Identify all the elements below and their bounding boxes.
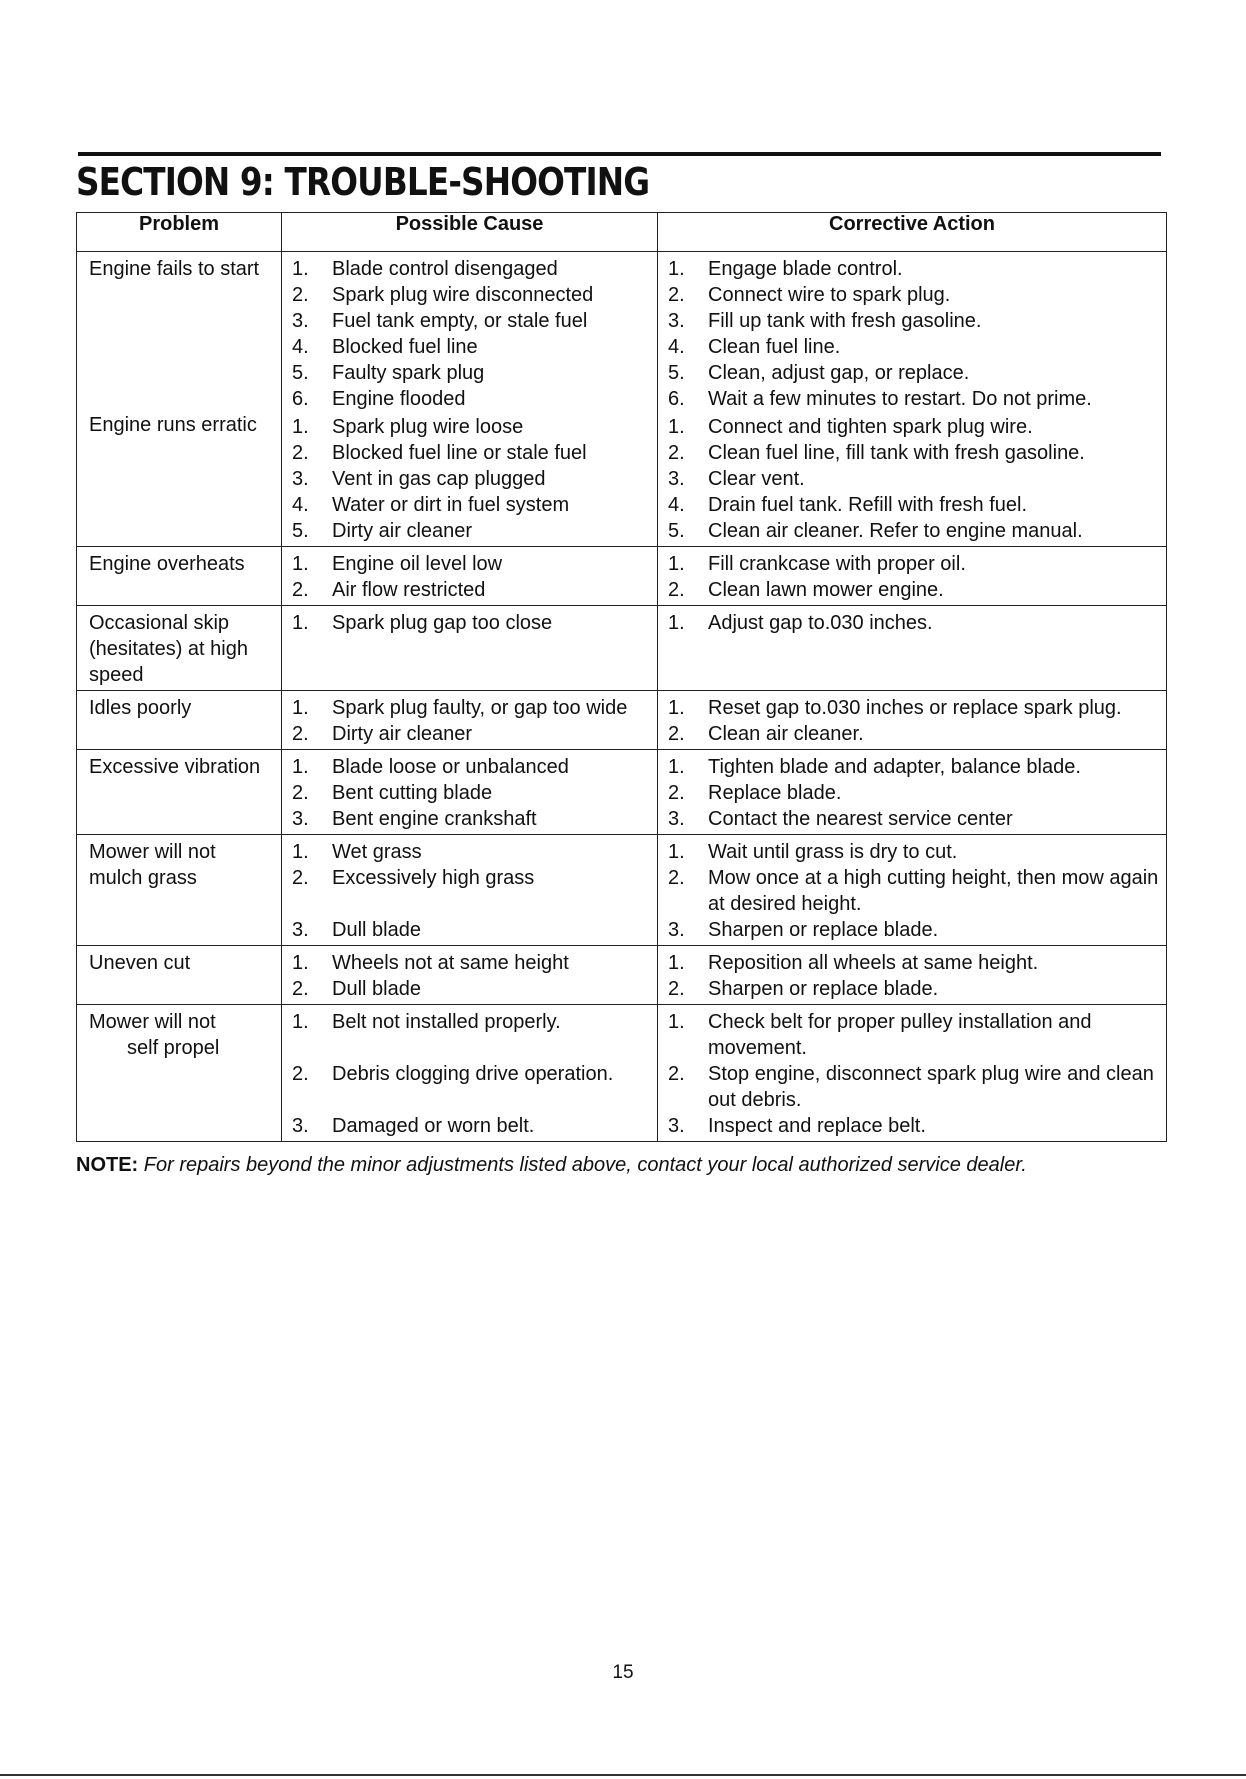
list-item <box>658 806 1166 832</box>
item-number: 2. <box>292 978 309 1000</box>
problem-text: Mower will not <box>89 841 216 863</box>
cause-text: Engine oil level low <box>332 553 503 575</box>
item-number: 1. <box>668 416 685 438</box>
cause-text: Dirty air cleaner <box>332 723 473 745</box>
item-number: 2. <box>292 782 309 804</box>
item-number: 3. <box>292 919 309 941</box>
item-number: 4. <box>668 336 685 358</box>
table-header-row <box>77 213 1167 252</box>
list-item <box>658 577 1166 603</box>
action-text: Reset gap to.030 inches or replace spark plug. <box>708 697 1122 719</box>
cause-text: Blade control disengaged <box>332 258 558 280</box>
item-number: 2. <box>668 579 685 601</box>
action-text: Engage blade control. <box>708 258 903 280</box>
item-number: 3. <box>292 1115 309 1137</box>
section-title: SECTION 9: TROUBLE-SHOOTING <box>76 160 650 204</box>
action-text: Sharpen or replace blade. <box>708 978 939 1000</box>
action-text: Tighten blade and adapter, balance blade. <box>708 756 1081 778</box>
top-rule <box>78 152 1161 156</box>
list-item <box>658 610 1166 636</box>
list-item <box>282 360 657 386</box>
problem-text: Uneven cut <box>89 952 191 974</box>
problem-spacer <box>89 282 275 412</box>
cause-list <box>282 256 657 544</box>
cause-text: Fuel tank empty, or stale fuel <box>332 310 588 332</box>
item-number: 2. <box>292 284 309 306</box>
item-number: 3. <box>292 468 309 490</box>
list-item <box>282 518 657 544</box>
item-number: 1. <box>668 756 685 778</box>
cause-list <box>282 610 657 636</box>
problem-text: mulch grass <box>89 867 197 889</box>
action-text: Wait until grass is dry to cut. <box>708 841 958 863</box>
item-number: 4. <box>668 494 685 516</box>
item-number: 1. <box>668 697 685 719</box>
action-text: Sharpen or replace blade. <box>708 919 939 941</box>
note-text: For repairs beyond the minor adjustments listed above, contact your local authorized service dealer. <box>143 1154 1027 1176</box>
list-item <box>658 865 1166 917</box>
problem-cell <box>77 691 282 750</box>
item-number: 2. <box>668 284 685 306</box>
troubleshooting-table <box>76 212 1167 1142</box>
list-item <box>282 386 657 412</box>
problem-text: speed <box>89 664 144 686</box>
item-number: 5. <box>292 362 309 384</box>
item-number: 2. <box>292 1063 309 1085</box>
item-number: 3. <box>668 1115 685 1137</box>
action-text: Wait a few minutes to restart. Do not prime. <box>708 388 1092 410</box>
item-number: 3. <box>668 808 685 830</box>
cause-text: Dull blade <box>332 919 421 941</box>
table-row <box>77 691 1167 750</box>
action-text: Fill up tank with fresh gasoline. <box>708 310 982 332</box>
list-item <box>282 334 657 360</box>
action-list <box>658 839 1166 943</box>
list-item <box>658 466 1166 492</box>
column-header-corrective-action: Corrective Action <box>658 213 1167 252</box>
cause-list <box>282 839 657 943</box>
list-item <box>282 1009 657 1035</box>
action-text: Replace blade. <box>708 782 842 804</box>
action-text: Clear vent. <box>708 468 805 490</box>
action-text: Reposition all wheels at same height. <box>708 952 1039 974</box>
table-row <box>77 547 1167 606</box>
item-number: 5. <box>668 362 685 384</box>
item-number: 3. <box>292 808 309 830</box>
list-item <box>282 754 657 780</box>
cause-text: Bent cutting blade <box>332 782 493 804</box>
list-item <box>282 1061 657 1087</box>
list-item <box>658 1009 1166 1061</box>
cause-text: Debris clogging drive operation. <box>332 1063 614 1085</box>
problem-text: Engine overheats <box>89 553 245 575</box>
cause-text: Engine flooded <box>332 388 466 410</box>
item-number: 1. <box>668 952 685 974</box>
list-item <box>658 1113 1166 1139</box>
action-cell <box>658 835 1167 946</box>
item-number: 3. <box>668 919 685 941</box>
item-number: 2. <box>668 782 685 804</box>
cause-text: Bent engine crankshaft <box>332 808 537 830</box>
action-cell <box>658 691 1167 750</box>
action-list <box>658 950 1166 1002</box>
list-item <box>282 806 657 832</box>
item-number: 1. <box>668 1011 685 1033</box>
item-number: 1. <box>292 756 309 778</box>
note-label: NOTE: <box>76 1154 139 1176</box>
problem-cell <box>77 252 282 547</box>
item-number: 3. <box>292 310 309 332</box>
column-header-possible-cause: Possible Cause <box>282 213 658 252</box>
note <box>76 1154 1027 1177</box>
table-row <box>77 750 1167 835</box>
action-list <box>658 610 1166 636</box>
list-item <box>658 518 1166 544</box>
list-item <box>282 466 657 492</box>
action-cell <box>658 606 1167 691</box>
list-item <box>658 334 1166 360</box>
action-text: Clean air cleaner. Refer to engine manual. <box>708 520 1083 542</box>
list-item <box>658 492 1166 518</box>
cause-cell <box>282 750 658 835</box>
list-item <box>658 1061 1166 1113</box>
item-number: 5. <box>292 520 309 542</box>
item-number: 1. <box>292 697 309 719</box>
item-number: 1. <box>292 952 309 974</box>
problem-text: Excessive vibration <box>89 756 261 778</box>
item-number: 1. <box>292 841 309 863</box>
problem-text: Idles poorly <box>89 697 192 719</box>
table-row <box>77 1005 1167 1142</box>
list-item <box>282 1113 657 1139</box>
list-item <box>282 610 657 636</box>
problem-cell <box>77 946 282 1005</box>
table-row <box>77 606 1167 691</box>
table-row <box>77 835 1167 946</box>
cause-cell <box>282 547 658 606</box>
problem-cell <box>77 547 282 606</box>
problem-cell <box>77 750 282 835</box>
cause-text: Blocked fuel line <box>332 336 478 358</box>
action-cell <box>658 946 1167 1005</box>
action-text: Clean fuel line, fill tank with fresh gasoline. <box>708 442 1085 464</box>
problem-text: Mower will not <box>89 1011 216 1033</box>
action-text: Clean lawn mower engine. <box>708 579 944 601</box>
list-item <box>282 695 657 721</box>
list-item <box>282 256 657 282</box>
column-header-problem: Problem <box>77 213 282 252</box>
action-text: Connect wire to spark plug. <box>708 284 951 306</box>
item-number: 6. <box>668 388 685 410</box>
list-item <box>282 551 657 577</box>
cause-text: Wheels not at same height <box>332 952 569 974</box>
action-text: Clean, adjust gap, or replace. <box>708 362 970 384</box>
cause-text: Dirty air cleaner <box>332 520 473 542</box>
cause-text: Water or dirt in fuel system <box>332 494 570 516</box>
cause-cell <box>282 835 658 946</box>
item-number: 2. <box>292 442 309 464</box>
action-list <box>658 695 1166 747</box>
list-item <box>658 256 1166 282</box>
table-body <box>77 252 1167 1142</box>
list-item <box>658 414 1166 440</box>
item-number: 1. <box>292 1011 309 1033</box>
cause-list <box>282 950 657 1002</box>
cause-text: Vent in gas cap plugged <box>332 468 546 490</box>
cause-text: Excessively high grass <box>332 867 535 889</box>
action-cell <box>658 1005 1167 1142</box>
problem-text: (hesitates) at high <box>89 638 248 660</box>
list-item <box>658 282 1166 308</box>
item-number: 1. <box>292 612 309 634</box>
list-item <box>658 839 1166 865</box>
item-number: 2. <box>668 442 685 464</box>
item-number: 1. <box>668 258 685 280</box>
item-number: 4. <box>292 494 309 516</box>
cause-list <box>282 1009 657 1139</box>
cause-text: Damaged or worn belt. <box>332 1115 535 1137</box>
action-text: Inspect and replace belt. <box>708 1115 926 1137</box>
list-item <box>658 308 1166 334</box>
action-cell <box>658 750 1167 835</box>
cause-text: Spark plug wire loose <box>332 416 524 438</box>
item-number: 4. <box>292 336 309 358</box>
list-item <box>282 492 657 518</box>
item-number: 2. <box>668 867 685 889</box>
problem-text: Occasional skip <box>89 612 230 634</box>
cause-text: Blocked fuel line or stale fuel <box>332 442 587 464</box>
cause-cell <box>282 252 658 547</box>
action-cell <box>658 252 1167 547</box>
item-number: 2. <box>668 723 685 745</box>
item-number: 3. <box>668 310 685 332</box>
item-number: 2. <box>668 1063 685 1085</box>
action-text: Stop engine, disconnect spark plug wire and clean out debris. <box>708 1063 1154 1111</box>
list-item <box>282 282 657 308</box>
cause-text: Spark plug faulty, or gap too wide <box>332 697 628 719</box>
action-list <box>658 256 1166 544</box>
item-number: 1. <box>292 553 309 575</box>
item-number: 5. <box>668 520 685 542</box>
action-text: Clean fuel line. <box>708 336 841 358</box>
cause-text: Wet grass <box>332 841 422 863</box>
item-number: 1. <box>292 258 309 280</box>
cause-cell <box>282 946 658 1005</box>
item-number: 2. <box>292 579 309 601</box>
action-text: Connect and tighten spark plug wire. <box>708 416 1033 438</box>
cause-cell <box>282 1005 658 1142</box>
list-item <box>658 950 1166 976</box>
list-item <box>282 721 657 747</box>
cause-list <box>282 695 657 747</box>
list-item <box>658 695 1166 721</box>
list-item <box>282 865 657 891</box>
action-list <box>658 754 1166 832</box>
item-number: 1. <box>668 553 685 575</box>
item-number: 2. <box>292 867 309 889</box>
cause-cell <box>282 691 658 750</box>
problem-text: Engine runs erratic <box>89 414 257 436</box>
list-item <box>282 917 657 943</box>
list-item <box>658 754 1166 780</box>
problem-text: Engine fails to start <box>89 258 260 280</box>
action-cell <box>658 547 1167 606</box>
list-item <box>658 386 1166 412</box>
page-number: 15 <box>612 1662 634 1683</box>
cause-text: Blade loose or unbalanced <box>332 756 569 778</box>
item-number: 1. <box>668 841 685 863</box>
problem-cell <box>77 1005 282 1142</box>
item-number: 3. <box>668 468 685 490</box>
cause-text: Air flow restricted <box>332 579 486 601</box>
cause-list <box>282 551 657 603</box>
list-item <box>282 577 657 603</box>
action-list <box>658 551 1166 603</box>
action-list <box>658 1009 1166 1139</box>
list-item <box>282 440 657 466</box>
list-item <box>658 976 1166 1002</box>
table-row <box>77 946 1167 1005</box>
cause-text: Dull blade <box>332 978 421 1000</box>
cause-list <box>282 754 657 832</box>
list-item <box>658 440 1166 466</box>
cause-text: Spark plug wire disconnected <box>332 284 594 306</box>
table-row <box>77 252 1167 547</box>
cause-text: Faulty spark plug <box>332 362 485 384</box>
bottom-rule <box>0 1774 1246 1776</box>
list-item <box>282 839 657 865</box>
cause-text: Spark plug gap too close <box>332 612 553 634</box>
list-item <box>658 551 1166 577</box>
list-item <box>282 414 657 440</box>
list-item <box>282 950 657 976</box>
item-number: 1. <box>292 416 309 438</box>
item-number: 2. <box>292 723 309 745</box>
cause-text: Belt not installed properly. <box>332 1011 561 1033</box>
action-text: Drain fuel tank. Refill with fresh fuel. <box>708 494 1028 516</box>
action-text: Clean air cleaner. <box>708 723 864 745</box>
list-item <box>658 360 1166 386</box>
list-item <box>658 917 1166 943</box>
action-text: Adjust gap to.030 inches. <box>708 612 933 634</box>
list-item <box>658 721 1166 747</box>
list-item <box>658 780 1166 806</box>
item-number: 6. <box>292 388 309 410</box>
list-item <box>282 780 657 806</box>
problem-cell <box>77 606 282 691</box>
action-text: Mow once at a high cutting height, then mow again at desired height. <box>708 867 1159 915</box>
action-text: Check belt for proper pulley installation and movement. <box>708 1011 1092 1059</box>
problem-cell <box>77 835 282 946</box>
list-item <box>282 308 657 334</box>
cause-cell <box>282 606 658 691</box>
item-number: 2. <box>668 978 685 1000</box>
item-number: 1. <box>668 612 685 634</box>
action-text: Fill crankcase with proper oil. <box>708 553 966 575</box>
action-text: Contact the nearest service center <box>708 808 1013 830</box>
problem-text: self propel <box>127 1037 220 1059</box>
list-item <box>282 976 657 1002</box>
